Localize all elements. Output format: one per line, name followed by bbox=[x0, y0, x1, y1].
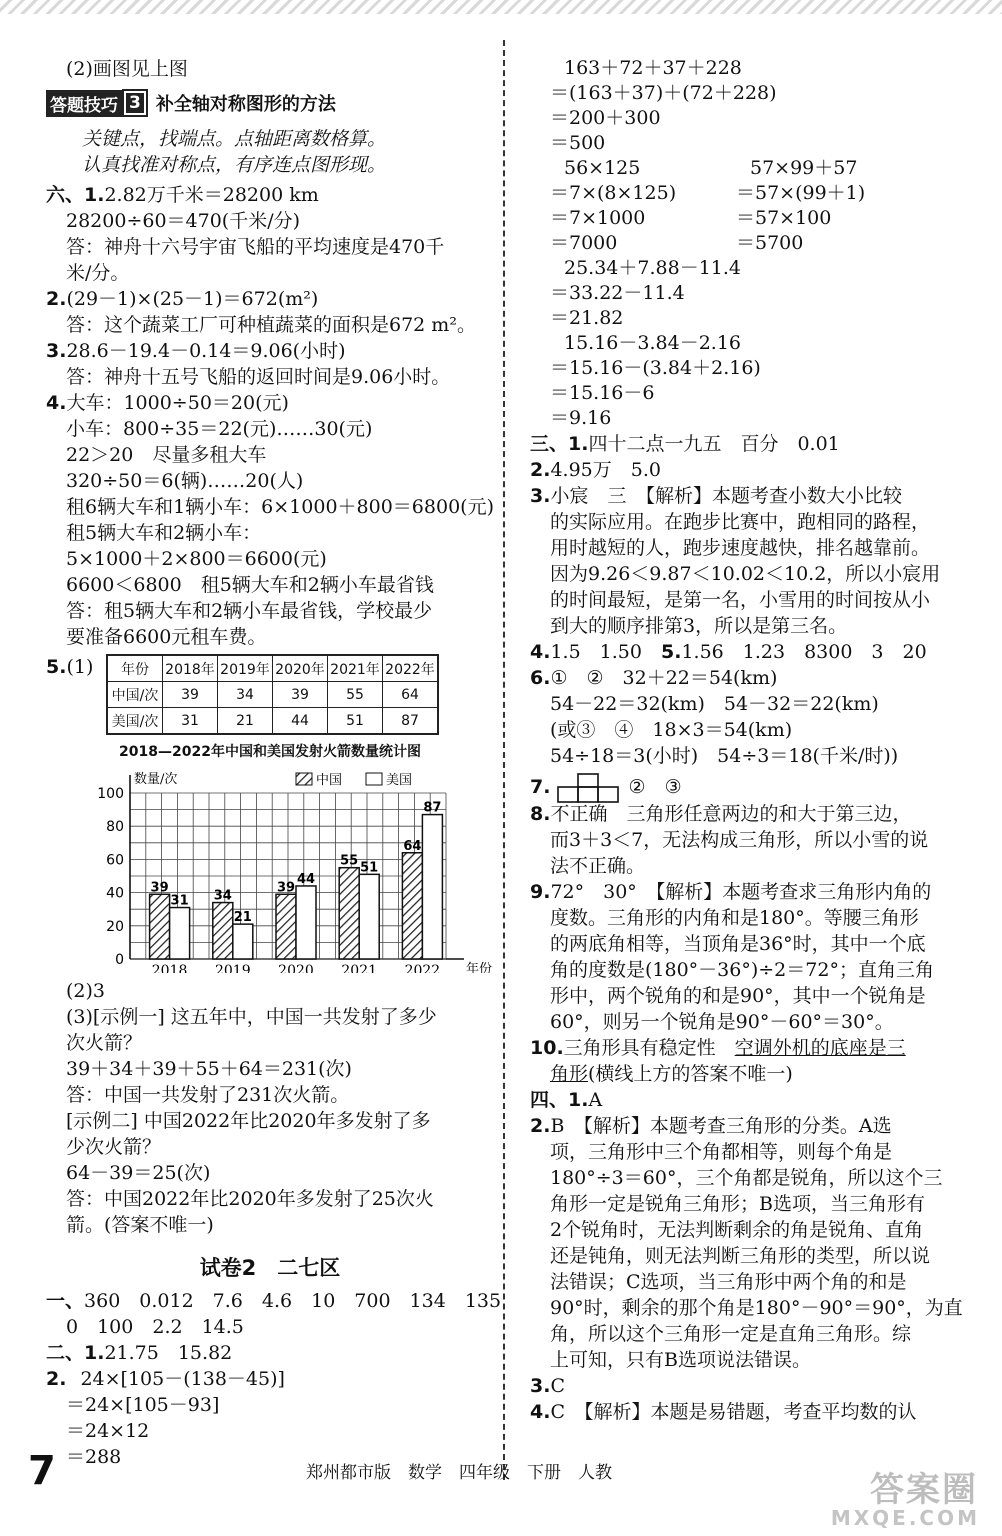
question-number: 四、1. bbox=[530, 1089, 589, 1111]
text-line: 答：这个蔬菜工厂可种植蔬菜的面积是672 m²。 bbox=[66, 314, 476, 336]
text-line: 度数。三角形的内角和是180°。等腰三角形 bbox=[550, 907, 919, 929]
y-tick-label: 0 bbox=[115, 952, 124, 968]
watermark-url: MXQE.COM bbox=[830, 1506, 980, 1530]
text-line: (2)3 bbox=[66, 980, 106, 1002]
right-column bbox=[530, 56, 982, 1425]
section-title: 试卷2 二七区 bbox=[199, 1256, 341, 1280]
text-line: ＝15.16－(3.84＋2.16) bbox=[550, 357, 761, 379]
text-line: ＝33.22－11.4 bbox=[550, 282, 685, 304]
text-line: 4.95万 5.0 bbox=[550, 459, 661, 481]
text-line: 项，三角形中三个角都相等，则每个角是 bbox=[550, 1141, 893, 1163]
text-line: (2)画图见上图 bbox=[66, 58, 188, 80]
text-line: 6600＜6800 租5辆大车和2辆小车最省钱 bbox=[66, 574, 434, 596]
bar-china bbox=[339, 868, 359, 959]
text-line: ② ③ bbox=[628, 776, 682, 798]
text-line: 上可知，只有B选项说法错误。 bbox=[550, 1349, 811, 1371]
bar-chart bbox=[46, 763, 494, 973]
bar-usa bbox=[359, 874, 379, 959]
bar-usa bbox=[422, 815, 442, 959]
question-number: 3. bbox=[46, 340, 67, 362]
text-line: 90°时，剩余的那个角是180°－90°＝90°，为直 bbox=[550, 1297, 963, 1319]
y-tick-label: 100 bbox=[97, 786, 124, 802]
underlined-answer: 空调外机的底座是三 bbox=[734, 1037, 906, 1059]
data-label: 34 bbox=[213, 888, 232, 904]
text-line: 箭。(答案不唯一) bbox=[66, 1214, 214, 1236]
question-number: 5. bbox=[661, 641, 682, 663]
question-number: 3. bbox=[530, 1375, 551, 1397]
table-cell: 2022年 bbox=[383, 655, 439, 682]
text-line: 角形一定是锐角三角形；B选项，当三角形有 bbox=[550, 1193, 925, 1215]
x-tick-label: 2019 bbox=[214, 963, 251, 973]
text-line: C bbox=[550, 1375, 565, 1397]
x-axis-label: 年份 bbox=[466, 962, 493, 973]
text-line: 四十二点一九五 百分 0.01 bbox=[588, 433, 840, 455]
text-line: 小宸 三 【解析】本题考查小数大小比较 bbox=[550, 485, 902, 507]
y-axis-label: 数量/次 bbox=[134, 772, 178, 787]
table-cell: 55 bbox=[328, 682, 383, 708]
legend-label: 美国 bbox=[386, 773, 413, 788]
left-column bbox=[46, 56, 502, 1470]
text-line: 答：神舟十六号宇宙飞船的平均速度是470千 bbox=[66, 236, 445, 258]
question-number: 2. bbox=[46, 288, 67, 310]
text-line: 答：租5辆大车和2辆小车最省钱，学校最少 bbox=[66, 600, 433, 622]
question-number: 三、1. bbox=[530, 433, 589, 455]
question-number: 2. bbox=[46, 1368, 67, 1390]
table-cell: 中国/次 bbox=[107, 682, 163, 708]
data-label: 39 bbox=[276, 880, 296, 896]
table-cell: 34 bbox=[218, 682, 273, 708]
x-tick-label: 2018 bbox=[151, 963, 188, 973]
text-line: ＝(163＋37)＋(72＋228) bbox=[550, 82, 777, 104]
table-cell: 64 bbox=[383, 682, 439, 708]
table-cell: 美国/次 bbox=[107, 708, 163, 735]
table-row bbox=[107, 682, 438, 708]
text-line: 要准备6600元租车费。 bbox=[66, 626, 267, 648]
text-line: 22＞20 尽量多租大车 bbox=[66, 444, 267, 466]
legend-swatch-china bbox=[296, 773, 312, 785]
text-line: 法不正确。 bbox=[550, 855, 646, 877]
x-tick-label: 2022 bbox=[404, 963, 441, 973]
footer-text: 郑州都市版 数学 四年级 下册 人教 bbox=[306, 1463, 612, 1483]
text-line: 54－22＝32(km) 54－32＝22(km) bbox=[550, 693, 879, 715]
bar-usa bbox=[296, 886, 316, 959]
text-line: 答：神舟十五号飞船的返回时间是9.06小时。 bbox=[66, 366, 451, 388]
underlined-answer: 角形 bbox=[550, 1063, 589, 1085]
text-line: 的时间最短，是第一名，小雪用的时间按从小 bbox=[550, 589, 931, 611]
y-tick-label: 40 bbox=[106, 885, 124, 902]
table-row bbox=[107, 708, 438, 735]
text-line: 1.5 1.50 bbox=[550, 641, 642, 663]
text-line: ＝24×12 bbox=[66, 1420, 150, 1442]
text-line: ① ② 32＋22＝54(km) bbox=[550, 667, 778, 689]
text-line: (3)[示例一] 这五年中，中国一共发射了多少 bbox=[66, 1006, 437, 1028]
question-number: 10. bbox=[530, 1037, 564, 1059]
text-line: 三角形具有稳定性 bbox=[563, 1037, 735, 1059]
y-tick-label: 20 bbox=[106, 918, 124, 935]
data-label: 44 bbox=[296, 871, 316, 887]
text-line: ＝288 bbox=[66, 1446, 122, 1468]
text-line: 少次火箭？ bbox=[66, 1136, 162, 1158]
text-line: 用时越短的人，跑步速度越快，排名越靠前。 bbox=[550, 537, 931, 559]
tip-number: 3 bbox=[124, 91, 146, 115]
text-line: 2.82万千米＝28200 km bbox=[104, 184, 319, 206]
text-line: 360 0.012 7.6 4.6 10 700 134 135 bbox=[84, 1290, 502, 1312]
text-line: 米/分。 bbox=[66, 262, 130, 284]
text-line: 的实际应用。在跑步比赛中，跑相同的路程， bbox=[550, 511, 931, 533]
table-cell: 年份 bbox=[107, 655, 163, 682]
text-line: (或③ ④ 18×3＝54(km) bbox=[550, 719, 793, 741]
data-label: 31 bbox=[170, 893, 189, 909]
text-line: 角的度数是(180°－36°)÷2＝72°；直角三角 bbox=[550, 959, 934, 981]
question-number: 5. bbox=[46, 656, 67, 678]
text-line: A bbox=[588, 1089, 603, 1111]
top-stripe bbox=[0, 0, 1002, 14]
data-label: 39 bbox=[150, 880, 169, 896]
text-line: 还是钝角，则无法判断三角形的类型，所以说 bbox=[550, 1245, 931, 1267]
question-number: 7. bbox=[530, 776, 551, 798]
table-cell: 2020年 bbox=[273, 655, 328, 682]
question-number: 2. bbox=[530, 459, 551, 481]
question-number: 6. bbox=[530, 667, 551, 689]
text-line: ＝500 bbox=[550, 132, 606, 154]
text-line: ＝21.82 bbox=[550, 307, 624, 329]
text-line: 57×99＋57 bbox=[750, 157, 858, 179]
text-line: 答：中国2022年比2020年多发射了25次火 bbox=[66, 1188, 434, 1210]
text-line: 28.6－19.4－0.14＝9.06(小时) bbox=[66, 340, 346, 362]
text-line: ＝200＋300 bbox=[550, 107, 661, 129]
table-cell: 2019年 bbox=[218, 655, 273, 682]
bar-china bbox=[276, 894, 296, 959]
table-header-row bbox=[107, 655, 438, 682]
cube-view-icon bbox=[557, 773, 623, 803]
page-number: 7 bbox=[28, 1448, 56, 1494]
table-cell: 21 bbox=[218, 708, 273, 735]
text-line: 法错误；C选项，当三角形中两个角的和是 bbox=[550, 1271, 907, 1293]
tip-title: 补全轴对称图形的方法 bbox=[155, 94, 336, 115]
text-line: (横线上方的答案不唯一) bbox=[588, 1063, 793, 1085]
legend-label: 中国 bbox=[316, 773, 343, 788]
y-tick-label: 60 bbox=[106, 852, 124, 869]
text-line: 60°，则另一个锐角是90°－60°＝30°。 bbox=[550, 1011, 894, 1033]
text-line: 180°÷3＝60°，三个角都是锐角，所以这个三 bbox=[550, 1167, 943, 1189]
question-number: 六、1. bbox=[46, 184, 105, 206]
text-line: ＝7×(8×125) bbox=[550, 182, 677, 204]
question-number: 8. bbox=[530, 803, 551, 825]
text-line: 39＋34＋39＋55＋64＝231(次) bbox=[66, 1058, 352, 1080]
question-number: 4. bbox=[530, 1401, 551, 1423]
text-line: 15.16－3.84－2.16 bbox=[564, 332, 742, 354]
text-line: 25.34＋7.88－11.4 bbox=[564, 257, 742, 279]
text-line: 因为9.26＜9.87＜10.02＜10.2，所以小宸用 bbox=[550, 563, 941, 585]
text-line: 163＋72＋37＋228 bbox=[564, 57, 742, 79]
bar-usa bbox=[233, 924, 253, 959]
question-number: 二、1. bbox=[46, 1342, 105, 1364]
sub-part: (1) bbox=[66, 656, 94, 678]
y-tick-label: 80 bbox=[106, 819, 124, 836]
table-cell: 39 bbox=[163, 682, 218, 708]
text-line: 64－39＝25(次) bbox=[66, 1162, 211, 1184]
tip-label: 答题技巧 bbox=[46, 90, 122, 117]
bar-china bbox=[150, 894, 170, 959]
text-line: 1.56 1.23 8300 3 20 bbox=[681, 641, 927, 663]
text-line: ＝9.16 bbox=[550, 407, 612, 429]
question-number: 一、 bbox=[46, 1290, 85, 1312]
table-cell: 44 bbox=[273, 708, 328, 735]
text-line: [示例二] 中国2022年比2020年多发射了多 bbox=[66, 1110, 431, 1132]
answer-tip bbox=[46, 88, 494, 118]
chart-title: 2018—2022年中国和美国发射火箭数量统计图 bbox=[119, 744, 421, 760]
text-line: 不正确 三角形任意两边的和大于第三边， bbox=[550, 803, 912, 825]
watermark: 答案圈 bbox=[870, 1470, 978, 1510]
text-line: ＝57×(99＋1) bbox=[736, 182, 866, 204]
data-label: 55 bbox=[340, 853, 359, 869]
text-line: 28200÷60＝470(千米/分) bbox=[66, 210, 301, 232]
text-line: B 【解析】本题考查三角形的分类。A选 bbox=[550, 1115, 892, 1137]
text-line: 小车：800÷35＝22(元)……30(元) bbox=[66, 418, 373, 440]
text-line: 角，所以这个三角形一定是直角三角形。综 bbox=[550, 1323, 912, 1345]
text-line: (29－1)×(25－1)＝672(m²) bbox=[66, 288, 319, 310]
text-line: 24×[105－(138－45)] bbox=[80, 1368, 285, 1390]
text-line: 租6辆大车和1辆小车：6×1000＋800＝6800(元) bbox=[66, 496, 494, 518]
text-line: 21.75 15.82 bbox=[104, 1342, 233, 1364]
data-label: 87 bbox=[423, 800, 442, 816]
text-line: C 【解析】本题是易错题，考查平均数的认 bbox=[550, 1401, 917, 1423]
text-line: 54÷18＝3(小时) 54÷3＝18(千米/时)) bbox=[550, 745, 899, 767]
text-line: 答：中国一共发射了231次火箭。 bbox=[66, 1084, 350, 1106]
text-line: 0 100 2.2 14.5 bbox=[66, 1316, 244, 1338]
text-line: 的两底角相等，当顶角是36°时，其中一个底 bbox=[550, 933, 926, 955]
text-line: ＝5700 bbox=[736, 232, 804, 254]
data-label: 51 bbox=[360, 860, 379, 876]
text-line: 320÷50＝6(辆)……20(人) bbox=[66, 470, 304, 492]
text-line: 72° 30° 【解析】本题考查求三角形内角的 bbox=[550, 881, 932, 903]
table-cell: 51 bbox=[328, 708, 383, 735]
question-number: 3. bbox=[530, 485, 551, 507]
table-cell: 87 bbox=[383, 708, 439, 735]
text-line: 5×1000＋2×800＝6600(元) bbox=[66, 548, 327, 570]
data-label: 21 bbox=[233, 910, 252, 926]
text-line: 2个锐角时，无法判断剩余的角是锐角、直角 bbox=[550, 1219, 924, 1241]
legend-swatch-usa bbox=[366, 773, 382, 785]
text-line: ＝7×1000 bbox=[550, 207, 646, 229]
table-cell: 39 bbox=[273, 682, 328, 708]
text-line: ＝24×[105－93] bbox=[66, 1394, 220, 1416]
question-number: 9. bbox=[530, 881, 551, 903]
data-table bbox=[106, 654, 439, 735]
text-line: 租5辆大车和2辆小车： bbox=[66, 522, 262, 544]
table-cell: 2018年 bbox=[163, 655, 218, 682]
table-cell: 2021年 bbox=[328, 655, 383, 682]
text-line: 大车：1000÷50＝20(元) bbox=[66, 392, 289, 414]
text-line: ＝15.16－6 bbox=[550, 382, 655, 404]
column-divider bbox=[503, 40, 505, 1480]
rhyme-line: 认真找准对称点，有序连点图形现。 bbox=[82, 154, 387, 176]
bar-usa bbox=[170, 908, 190, 959]
text-line: 形中，两个锐角的和是90°，其中一个锐角是 bbox=[550, 985, 926, 1007]
question-number: 4. bbox=[46, 392, 67, 414]
question-number: 4. bbox=[530, 641, 551, 663]
text-line: 56×125 bbox=[564, 157, 641, 179]
text-line: 而3＋3＜7，无法构成三角形，所以小雪的说 bbox=[550, 829, 929, 851]
text-line: ＝7000 bbox=[550, 232, 618, 254]
data-label: 64 bbox=[403, 838, 422, 854]
x-tick-label: 2020 bbox=[278, 963, 314, 973]
table-cell: 31 bbox=[163, 708, 218, 735]
bar-china bbox=[402, 853, 422, 959]
q5-block bbox=[46, 654, 494, 735]
rhyme-line: 关键点，找端点。点轴距离数格算。 bbox=[82, 128, 387, 150]
question-number: 2. bbox=[530, 1115, 551, 1137]
text-line: 到大的顺序排第3，所以是第三名。 bbox=[550, 615, 848, 637]
text-line: ＝57×100 bbox=[736, 207, 832, 229]
bar-china bbox=[213, 903, 233, 959]
x-tick-label: 2021 bbox=[341, 963, 378, 973]
text-line: 次火箭？ bbox=[66, 1032, 143, 1054]
